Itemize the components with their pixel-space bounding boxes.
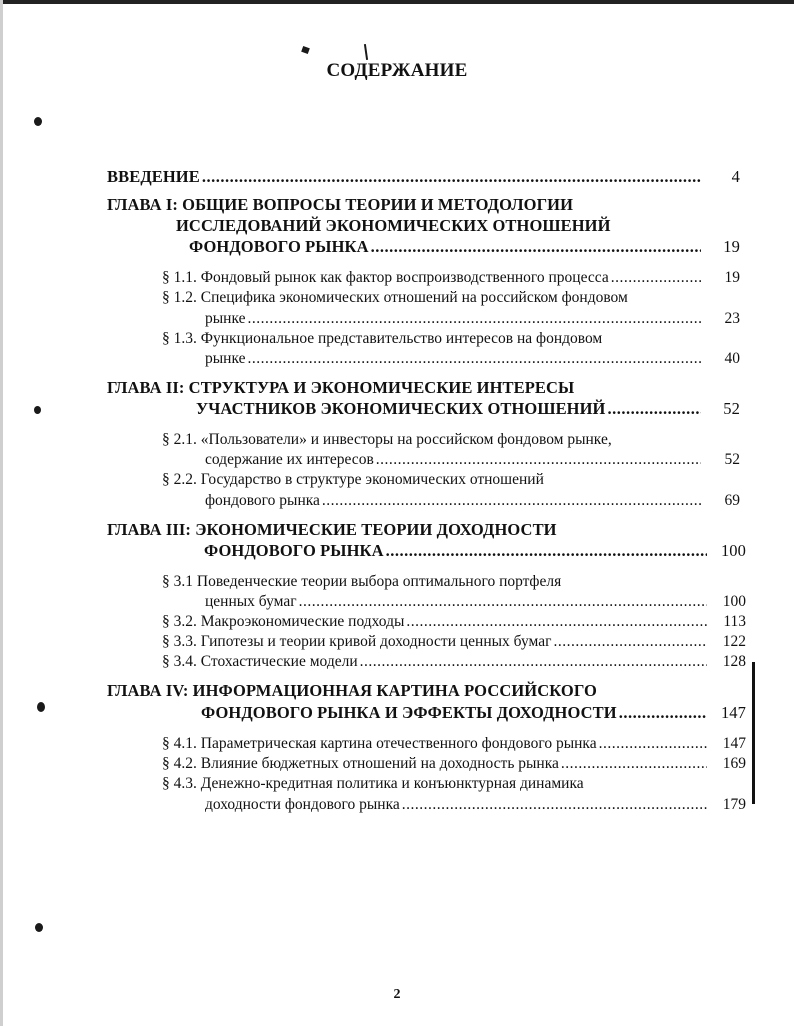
toc-page-number: 19	[724, 269, 740, 286]
toc-entry-section-4-2	[162, 754, 746, 774]
leader-dots	[619, 703, 707, 723]
toc-page-number: 147	[720, 703, 746, 722]
section-1-2-line-1: § 1.2. Специфика экономических отношений на российском фондовом	[162, 289, 628, 306]
leader-dots	[376, 450, 701, 470]
toc-entry-label: содержание их интересов	[205, 451, 374, 468]
leader-dots	[202, 167, 701, 187]
toc-page-number: 122	[722, 633, 746, 650]
toc-entry-section-1-3	[205, 349, 740, 369]
section-2-2-line-1: § 2.2. Государство в структуре экономических отношений	[162, 471, 544, 488]
toc-entry-section-3-3	[162, 632, 746, 652]
section-2-1-line-1: § 2.1. «Пользователи» и инвесторы на российском фондовом рынке,	[162, 431, 612, 448]
toc-entry-label: фондового рынка	[205, 492, 320, 509]
leader-dots	[247, 349, 701, 369]
toc-entry-label: § 1.1. Фондовый рынок как фактор воспроизводственного процесса	[162, 269, 609, 286]
leader-dots	[607, 399, 701, 419]
leader-dots	[386, 541, 707, 561]
toc-entry-label: § 3.2. Макроэкономические подходы	[162, 613, 405, 630]
scan-right-bar	[752, 662, 755, 804]
scan-mark	[364, 44, 368, 60]
scan-left-edge	[0, 0, 3, 1026]
toc-page-number: 40	[724, 350, 740, 367]
toc-entry-label: § 4.2. Влияние бюджетных отношений на доходность рынка	[162, 755, 559, 772]
toc-entry-section-2-1	[205, 450, 740, 470]
toc-entry-label: § 4.1. Параметрическая картина отечественного фондового рынка	[162, 735, 597, 752]
toc-entry-chapter-3	[204, 541, 746, 561]
scan-speck	[34, 406, 41, 414]
toc-page-number: 128	[722, 653, 746, 670]
toc-page-number: 52	[724, 451, 740, 468]
toc-entry-chapter-1	[189, 237, 740, 257]
toc-entry-intro	[107, 167, 740, 187]
toc-entry-section-1-2	[205, 309, 740, 329]
leader-dots	[360, 652, 707, 672]
toc-page-number: 100	[720, 541, 746, 560]
leader-dots	[611, 268, 701, 288]
toc-entry-section-2-2	[205, 491, 740, 511]
chapter-2-title-line-1: ГЛАВА II: СТРУКТУРА И ЭКОНОМИЧЕСКИЕ ИНТЕРЕСЫ	[107, 378, 575, 397]
chapter-1-title-line-3: ФОНДОВОГО РЫНКА	[189, 237, 369, 256]
scan-speck	[37, 702, 45, 712]
section-3-1-line-1: § 3.1 Поведенческие теории выбора оптимального портфеля	[162, 573, 562, 590]
leader-dots	[299, 592, 707, 612]
toc-page-number: 69	[724, 492, 740, 509]
toc-entry-label: ВВЕДЕНИЕ	[107, 167, 200, 186]
chapter-1-title-line-2: ИССЛЕДОВАНИЙ ЭКОНОМИЧЕСКИХ ОТНОШЕНИЙ	[176, 216, 611, 235]
page-number: 2	[393, 987, 401, 1002]
scan-speck	[34, 117, 42, 126]
leader-dots	[402, 795, 707, 815]
toc-entry-section-4-1	[162, 734, 746, 754]
chapter-1-title-line-1: ГЛАВА I: ОБЩИЕ ВОПРОСЫ ТЕОРИИ И МЕТОДОЛОГИИ	[107, 195, 574, 214]
scan-speck	[35, 923, 43, 932]
leader-dots	[247, 309, 701, 329]
leader-dots	[599, 734, 707, 754]
toc-entry-label: ценных бумаг	[205, 593, 297, 610]
toc-page-number: 52	[723, 399, 740, 418]
scan-mark	[301, 46, 310, 54]
chapter-3-title-line-2: ФОНДОВОГО РЫНКА	[204, 541, 384, 560]
toc-page-number: 23	[724, 310, 740, 327]
toc-entry-section-4-3	[205, 795, 746, 815]
section-4-3-line-1: § 4.3. Денежно-кредитная политика и конъюнктурная динамика	[162, 775, 584, 792]
chapter-4-title-line-1: ГЛАВА IV: ИНФОРМАЦИОННАЯ КАРТИНА РОССИЙСКОГО	[107, 681, 597, 700]
toc-entry-section-3-1	[205, 592, 746, 612]
leader-dots	[371, 237, 701, 257]
leader-dots	[561, 754, 707, 774]
toc-entry-chapter-2	[196, 399, 740, 419]
chapter-2-title-line-2: УЧАСТНИКОВ ЭКОНОМИЧЕСКИХ ОТНОШЕНИЙ	[196, 399, 606, 418]
toc-page-number: 147	[722, 735, 746, 752]
toc-page-number: 169	[722, 755, 746, 772]
toc-entry-label: рынке	[205, 350, 246, 367]
toc-entry-chapter-4	[201, 703, 746, 723]
section-1-3-line-1: § 1.3. Функциональное представительство интересов на фондовом	[162, 330, 603, 347]
scan-top-border	[0, 0, 794, 4]
toc-page-number: 179	[722, 796, 746, 813]
toc-page-number: 113	[723, 613, 746, 630]
leader-dots	[322, 491, 701, 511]
toc-entry-label: рынке	[205, 310, 246, 327]
toc-entry-section-1-1	[162, 268, 740, 288]
leader-dots	[406, 612, 707, 632]
chapter-3-title-line-1: ГЛАВА III: ЭКОНОМИЧЕСКИЕ ТЕОРИИ ДОХОДНОСТИ	[107, 520, 557, 539]
chapter-4-title-line-2: ФОНДОВОГО РЫНКА И ЭФФЕКТЫ ДОХОДНОСТИ	[201, 703, 617, 722]
leader-dots	[553, 632, 707, 652]
toc-entry-label: доходности фондового рынка	[205, 796, 400, 813]
toc-entry-section-3-2	[162, 612, 746, 632]
toc-entry-label: § 3.3. Гипотезы и теории кривой доходности ценных бумаг	[162, 633, 552, 650]
toc-page-number: 100	[722, 593, 746, 610]
toc-page-number: 19	[723, 237, 740, 256]
page-title: СОДЕРЖАНИЕ	[326, 60, 468, 81]
toc-entry-label: § 3.4. Стохастические модели	[162, 653, 358, 670]
toc-entry-section-3-4	[162, 652, 746, 672]
toc-page-number: 4	[731, 167, 740, 186]
